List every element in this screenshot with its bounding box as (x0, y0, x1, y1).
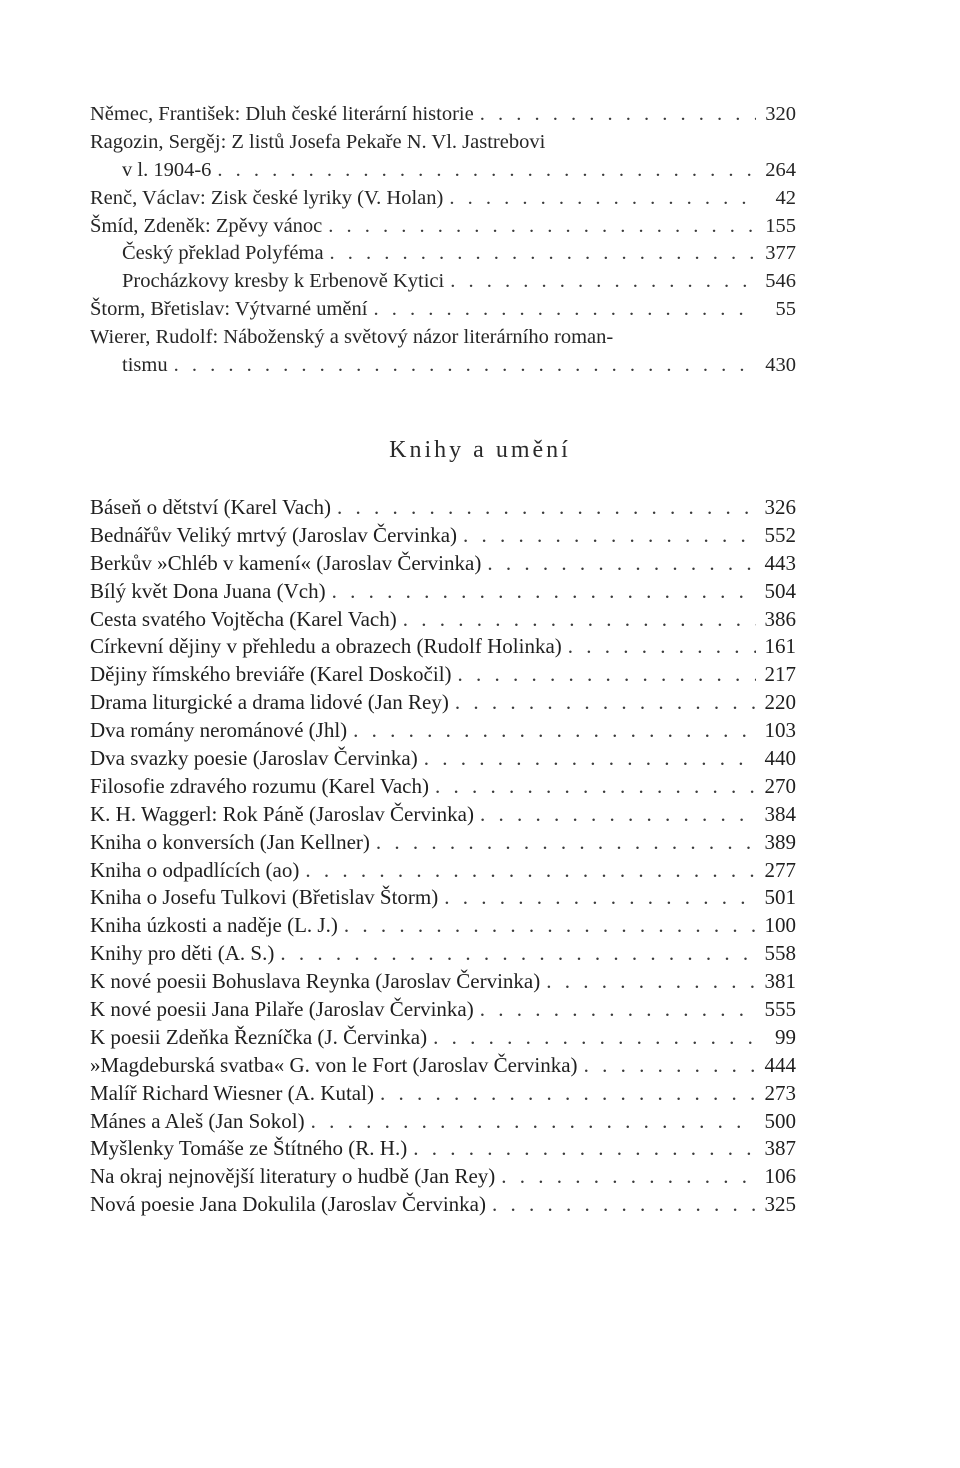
entry-title: K. H. Waggerl: Rok Páně (Jaroslav Červinka) (90, 801, 474, 826)
leader-dots (429, 773, 756, 801)
index-entry (90, 689, 796, 717)
index-entry (90, 661, 796, 689)
entry-page: 325 (764, 1192, 796, 1217)
entry-page: 440 (764, 746, 796, 771)
index-entry (90, 268, 796, 296)
entry-title: Myšlenky Tomáše ze Štítného (R. H.) (90, 1136, 408, 1161)
entry-page: 273 (764, 1080, 796, 1105)
index-entry (90, 522, 796, 550)
leader-dots (481, 550, 756, 578)
leader-dots (338, 912, 756, 940)
entry-page: 320 (765, 103, 796, 125)
entry-page: 504 (764, 578, 796, 603)
entry-title: Kniha o konversích (Jan Kellner) (90, 829, 370, 854)
entry-page: 99 (775, 1024, 796, 1049)
books-index (90, 494, 796, 1219)
leader-dots (540, 968, 756, 996)
index-entry (90, 773, 796, 801)
leader-dots (562, 633, 756, 661)
entry-page: 558 (764, 941, 796, 966)
entry-page: 443 (764, 550, 796, 575)
section-heading: Knihy a umění (389, 437, 571, 463)
entry-title: Báseň o dětství (Karel Vach) (90, 495, 332, 519)
entry-title: Bílý květ Dona Juana (Vch) (90, 578, 326, 603)
index-entry (90, 101, 796, 129)
entry-page: 42 (775, 186, 796, 209)
index-entry (90, 829, 796, 857)
index-entry (90, 606, 796, 634)
entry-title: Procházkovy kresby k Erbenově Kytici (122, 270, 445, 293)
entry-title: Filosofie zdravého rozumu (Karel Vach) (90, 773, 429, 798)
entry-title: Kniha úzkosti a naděje (L. J.) (90, 913, 338, 938)
leader-dots (474, 996, 756, 1024)
entry-title: K nové poesii Bohuslava Reynka (Jaroslav Červinka) (90, 969, 541, 994)
index-entry (90, 296, 796, 324)
entry-title: Mánes a Aleš (Jan Sokol) (90, 1108, 305, 1133)
entry-page: 161 (764, 634, 796, 659)
entry-title: Dva svazky poesie (Jaroslav Červinka) (90, 746, 418, 771)
entry-page: 155 (765, 214, 796, 237)
entry-title: »Magdeburská svatba« G. von le Fort (Jaroslav Červinka) (90, 1052, 578, 1077)
entry-page: 387 (764, 1136, 796, 1161)
entry-title: Malíř Richard Wiesner (A. Kutal) (90, 1080, 374, 1105)
leader-dots (168, 352, 756, 380)
authors-index (90, 101, 796, 380)
entry-page: 55 (775, 298, 796, 321)
leader-dots (444, 268, 756, 296)
leader-dots (397, 606, 756, 634)
entry-page: 546 (765, 270, 796, 293)
entry-page: 103 (764, 718, 796, 743)
entry-title: Bednářův Veliký mrtvý (Jaroslav Červinka) (90, 522, 458, 547)
index-entry (90, 996, 796, 1024)
entry-page: 264 (765, 158, 796, 181)
entry-page: 386 (764, 606, 796, 631)
entry-title: Drama liturgické a drama lidové (Jan Rey) (90, 690, 449, 715)
entry-title: Wierer, Rudolf: Náboženský a světový názor literárního roman- (90, 326, 614, 349)
entry-page: 106 (764, 1164, 796, 1189)
entry-title: Štorm, Břetislav: Výtvarné umění (90, 298, 368, 321)
leader-dots (367, 296, 756, 324)
entry-page: 381 (764, 969, 796, 994)
index-entry (90, 1108, 796, 1136)
index-entry (90, 745, 796, 773)
entry-title: Kniha o Josefu Tulkovi (Břetislav Štorm) (90, 885, 439, 910)
leader-dots (578, 1052, 756, 1080)
index-entry (90, 1024, 796, 1052)
leader-dots (331, 494, 756, 522)
entry-title: Kniha o odpadlících (ao) (90, 857, 300, 882)
entry-page: 270 (764, 773, 796, 798)
entry-page: 500 (764, 1108, 796, 1133)
entry-title: Dva romány nerománové (Jhl) (90, 718, 348, 743)
leader-dots (326, 578, 756, 606)
leader-dots (324, 240, 756, 268)
entry-page: 552 (764, 522, 796, 547)
leader-dots (374, 1080, 756, 1108)
leader-dots (418, 745, 756, 773)
entry-title: K poesii Zdeňka Řezníčka (J. Červinka) (90, 1024, 428, 1049)
leader-dots (438, 884, 756, 912)
entry-title: Knihy pro děti (A. S.) (90, 941, 275, 966)
entry-title-continuation: v l. 1904-6 (122, 158, 212, 181)
entry-page: 100 (764, 913, 796, 938)
entry-title: Němec, František: Dluh české literární historie (90, 103, 474, 125)
entry-title: Nová poesie Jana Dokulila (Jaroslav Červinka) (90, 1192, 486, 1217)
index-entry (90, 1191, 796, 1219)
entry-page: 430 (765, 354, 796, 377)
index-entry (90, 912, 796, 940)
leader-dots (274, 940, 756, 968)
leader-dots (299, 857, 756, 885)
entry-page: 444 (764, 1052, 796, 1077)
leader-dots (457, 522, 756, 550)
index-entry (90, 857, 796, 885)
entry-title-continuation: tismu (122, 354, 168, 377)
entry-page: 501 (764, 885, 796, 910)
leader-dots (495, 1163, 756, 1191)
index-entry-continuation (90, 157, 796, 185)
entry-title: Na okraj nejnovější literatury o hudbě (Jan Rey) (90, 1164, 496, 1189)
entry-title: Dějiny římského breviáře (Karel Doskočil) (90, 662, 452, 687)
index-entry (90, 717, 796, 745)
index-entry (90, 1163, 796, 1191)
entry-title: Církevní dějiny v přehledu a obrazech (Rudolf Holinka) (90, 634, 562, 659)
entry-page: 389 (764, 829, 796, 854)
index-entry (90, 801, 796, 829)
index-entry (90, 550, 796, 578)
index-entry (90, 185, 796, 213)
entry-page: 384 (764, 801, 796, 826)
leader-dots (347, 717, 756, 745)
leader-dots (486, 1191, 756, 1219)
entry-page: 555 (764, 997, 796, 1022)
entry-title: Šmíd, Zdeněk: Zpěvy vánoc (90, 214, 323, 237)
entry-title: Berkův »Chléb v kamení« (Jaroslav Červinka) (90, 550, 482, 575)
index-entry (90, 494, 796, 522)
entry-page: 377 (765, 242, 796, 265)
index-entry (90, 213, 796, 241)
entry-title: Ragozin, Sergěj: Z listů Josefa Pekaře N. Vl. Jastrebovi (90, 130, 546, 153)
index-entry (90, 1052, 796, 1080)
entry-title: Renč, Václav: Zisk české lyriky (V. Holan) (90, 186, 444, 209)
index-entry (90, 940, 796, 968)
leader-dots (449, 689, 756, 717)
entry-title: K nové poesii Jana Pilaře (Jaroslav Červinka) (90, 997, 474, 1022)
index-entry (90, 884, 796, 912)
entry-title: Cesta svatého Vojtěcha (Karel Vach) (90, 606, 397, 631)
entry-page: 220 (764, 690, 796, 715)
index-entry (90, 1080, 796, 1108)
index-entry (90, 968, 796, 996)
entry-page: 326 (764, 495, 796, 519)
entry-title: Český překlad Polyféma (122, 242, 324, 265)
leader-dots (427, 1024, 756, 1052)
index-entry (90, 578, 796, 606)
index-entry (90, 240, 796, 268)
leader-dots (211, 157, 756, 185)
leader-dots (407, 1135, 756, 1163)
leader-dots (474, 101, 756, 129)
entry-page: 277 (764, 857, 796, 882)
leader-dots (322, 213, 756, 241)
entry-page: 217 (764, 662, 796, 687)
index-entry (90, 1135, 796, 1163)
leader-dots (474, 801, 756, 829)
index-entry (90, 633, 796, 661)
leader-dots (370, 829, 756, 857)
index-entry-continuation (90, 352, 796, 380)
leader-dots (452, 661, 756, 689)
leader-dots (305, 1108, 756, 1136)
leader-dots (443, 185, 756, 213)
